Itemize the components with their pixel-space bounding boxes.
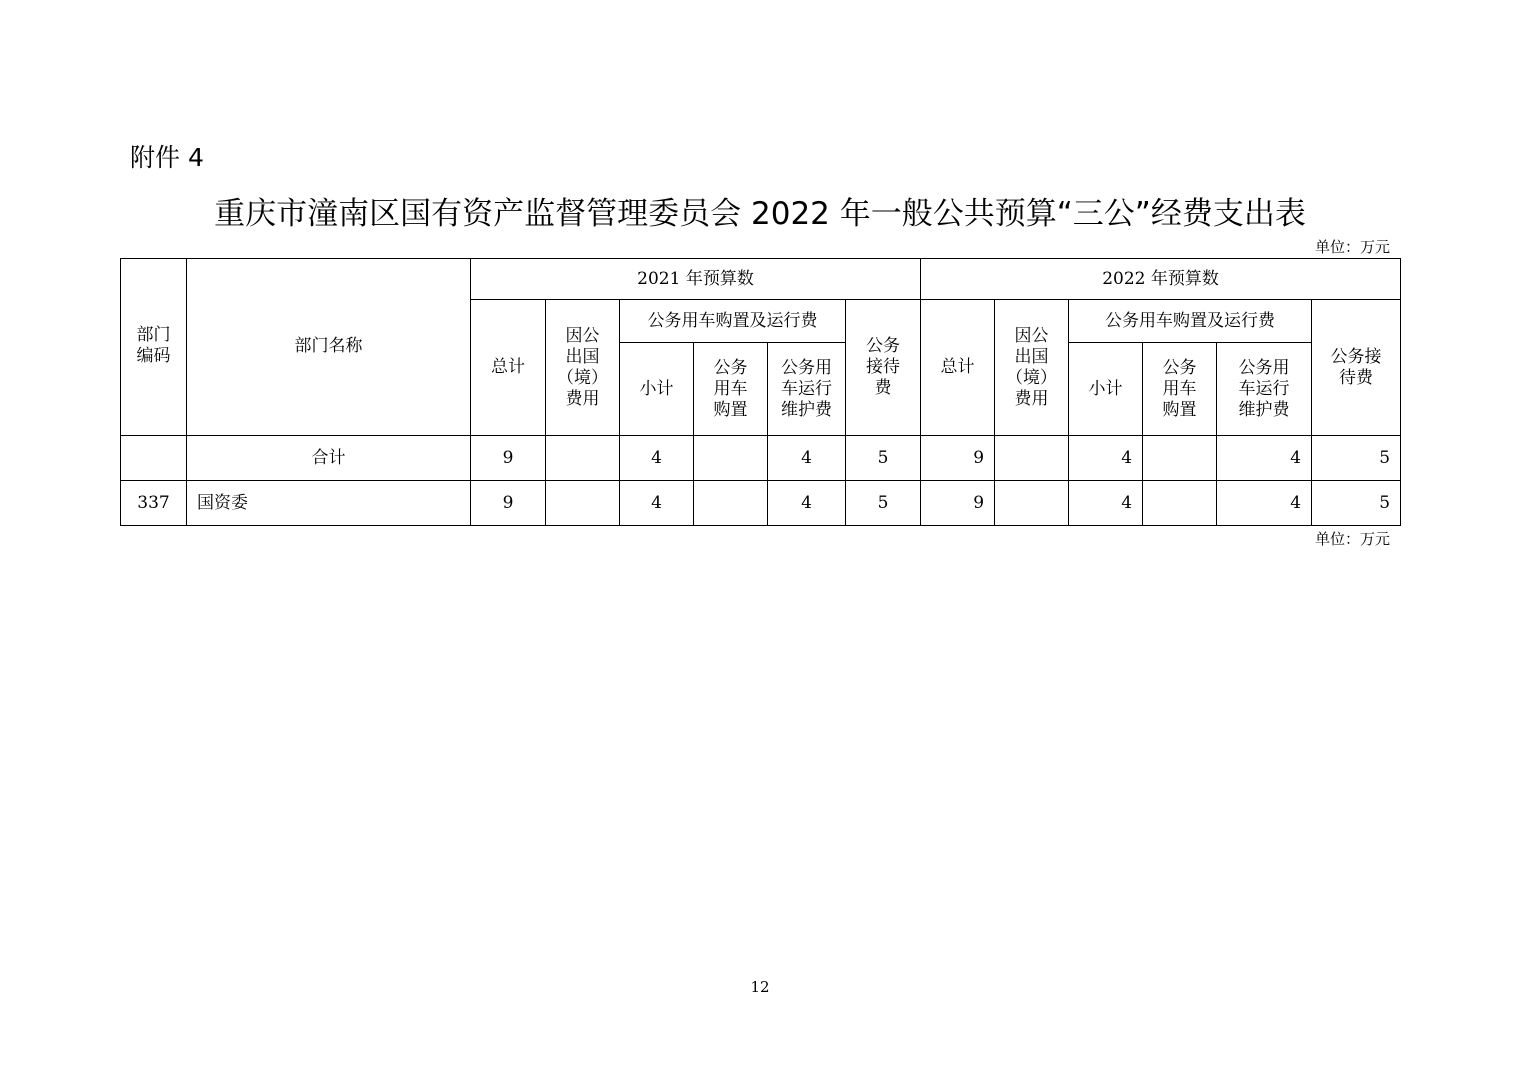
header-subtotal-2022: 小计: [1069, 343, 1143, 436]
cell-run-2021: 4: [768, 436, 846, 481]
page-number: 12: [750, 978, 770, 996]
table-row: [121, 481, 1401, 526]
cell-total-2021: 9: [471, 481, 546, 526]
cell-total-2022: 9: [921, 481, 995, 526]
cell-abroad-2022: [995, 436, 1069, 481]
cell-reception-2022: 5: [1312, 436, 1401, 481]
cell-reception-2022: 5: [1312, 481, 1401, 526]
cell-abroad-2021: [546, 436, 620, 481]
header-reception-2022-text: 公务接 待费: [1330, 346, 1382, 388]
header-vehicle-run-2022: [1217, 343, 1312, 436]
header-abroad-2022-text: 因公 出国 （境） 费用: [1006, 326, 1058, 409]
header-vehicle-purchase-2021-text: 公务 用车 购置: [713, 357, 748, 420]
header-reception-2022: [1312, 300, 1401, 436]
header-year-2022: 2022 年预算数: [921, 259, 1401, 300]
expense-table: [120, 258, 1401, 526]
cell-abroad-2021: [546, 481, 620, 526]
header-total-2021: 总计: [471, 300, 546, 436]
table-row-total: [121, 436, 1401, 481]
header-abroad-2021-text: 因公 出国 （境） 费用: [557, 326, 608, 409]
header-vehicle-2021: 公务用车购置及运行费: [620, 300, 846, 343]
header-dept-code: [121, 259, 187, 436]
header-vehicle-run-2022-text: 公务用 车运行 维护费: [1238, 357, 1290, 420]
cell-code: 337: [121, 481, 187, 526]
header-vehicle-run-2021: [768, 343, 846, 436]
cell-purchase-2021: [694, 436, 768, 481]
cell-subtotal-2022: 4: [1069, 481, 1143, 526]
header-subtotal-2021: 小计: [620, 343, 694, 436]
header-reception-2021: [846, 300, 921, 436]
cell-purchase-2021: [694, 481, 768, 526]
cell-code: [121, 436, 187, 481]
header-dept-name-text: 部门名称: [294, 336, 363, 356]
cell-subtotal-2022: 4: [1069, 436, 1143, 481]
header-dept-code-text: 部门 编码: [136, 325, 171, 366]
unit-label-bottom: 单位：万元: [1314, 530, 1390, 548]
header-total-2022: 总计: [921, 300, 995, 436]
unit-label-top: 单位：万元: [1314, 238, 1390, 256]
cell-purchase-2022: [1143, 481, 1217, 526]
cell-reception-2021: 5: [846, 481, 921, 526]
cell-subtotal-2021: 4: [620, 481, 694, 526]
header-vehicle-2022: 公务用车购置及运行费: [1069, 300, 1312, 343]
header-reception-2021-text: 公务 接待 费: [866, 336, 900, 398]
header-abroad-2022: [995, 300, 1069, 436]
header-abroad-2021: [546, 300, 620, 436]
cell-run-2021: 4: [768, 481, 846, 526]
header-vehicle-run-2021-text: 公务用 车运行 维护费: [781, 357, 832, 420]
cell-total-2021: 9: [471, 436, 546, 481]
cell-name: 合计: [187, 436, 471, 481]
cell-run-2022: 4: [1217, 481, 1312, 526]
cell-run-2022: 4: [1217, 436, 1312, 481]
page-title: 重庆市潼南区国有资产监督管理委员会 2022 年一般公共预算“三公”经费支出表: [214, 196, 1306, 232]
cell-subtotal-2021: 4: [620, 436, 694, 481]
attachment-label: 附件 4: [130, 143, 204, 172]
header-vehicle-purchase-2022: [1143, 343, 1217, 436]
cell-name: 国资委: [187, 481, 471, 526]
cell-abroad-2022: [995, 481, 1069, 526]
cell-purchase-2022: [1143, 436, 1217, 481]
header-dept-name: [187, 259, 471, 436]
header-year-2021: 2021 年预算数: [471, 259, 921, 300]
header-vehicle-purchase-2021: [694, 343, 768, 436]
cell-reception-2021: 5: [846, 436, 921, 481]
cell-total-2022: 9: [921, 436, 995, 481]
header-vehicle-purchase-2022-text: 公务 用车 购置: [1162, 357, 1197, 420]
